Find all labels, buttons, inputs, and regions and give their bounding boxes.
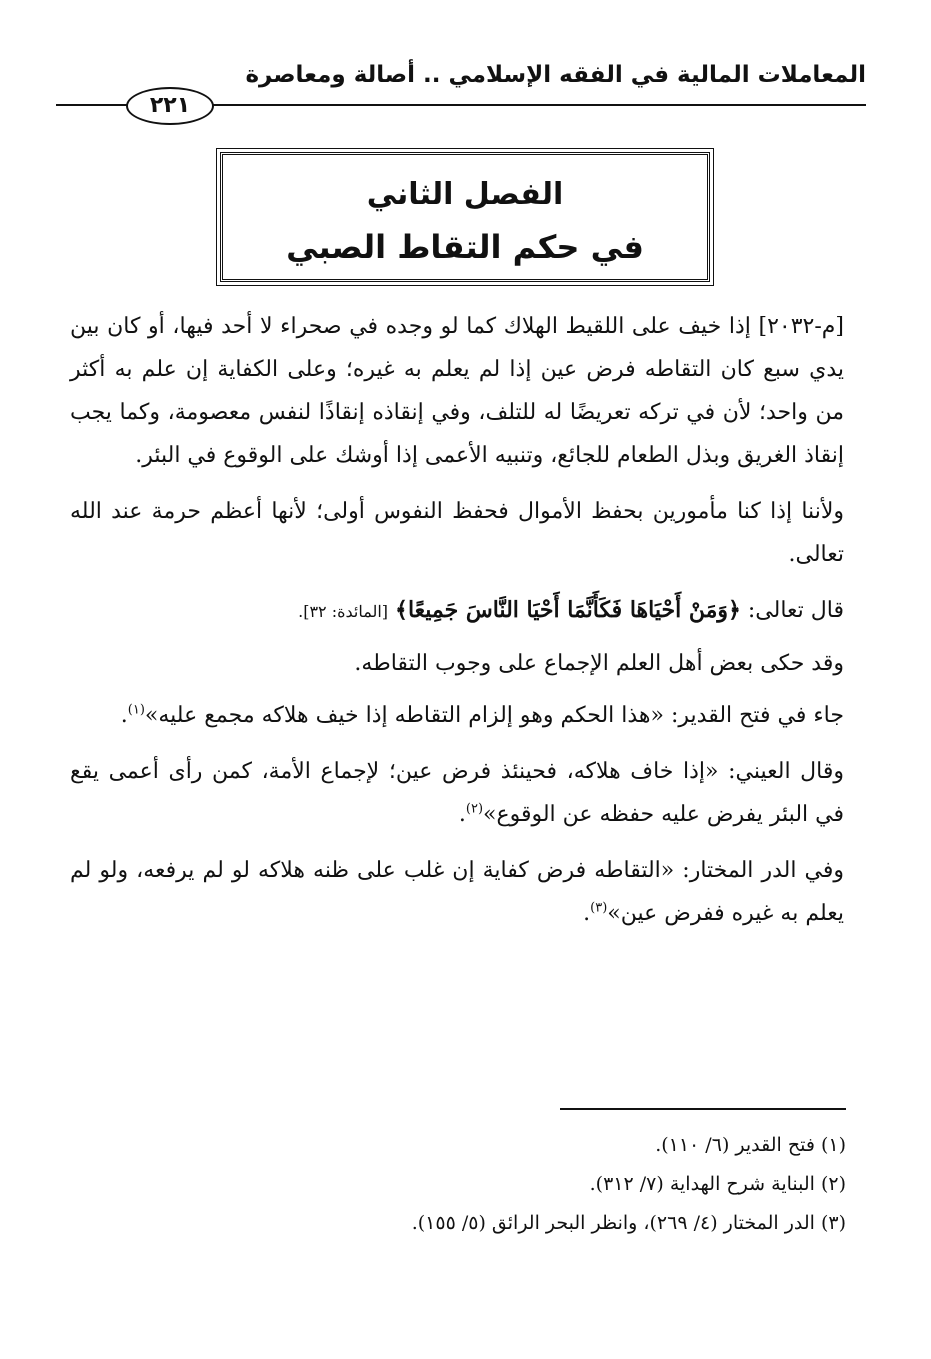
running-title: المعاملات المالية في الفقه الإسلامي .. أصالة ومعاصرة (245, 62, 866, 88)
paragraph-4: وقد حكى بعض أهل العلم الإجماع على وجوب التقاطه. (354, 651, 844, 676)
footnote-number: (١) (820, 1134, 846, 1156)
footnote-2 (70, 1165, 846, 1204)
chapter-subtitle: في حكم التقاط الصبي (286, 228, 644, 266)
footnote-text: فتح القدير (٦/ ١١٠). (655, 1134, 815, 1156)
footnote-text: الدر المختار (٤/ ٢٦٩)، وانظر البحر الرائق (٥/ ١٥٥). (411, 1212, 815, 1234)
footnote-number: (٢) (820, 1173, 846, 1195)
footnote-ref-1[interactable]: (١) (127, 702, 145, 718)
footnote-separator (560, 1108, 846, 1110)
paragraph-5 (70, 694, 844, 737)
page-header (56, 58, 866, 118)
paragraph-1: [م-٢٠٣٢] إذا خيف على اللقيط الهلاك كما لو وجده في صحراء لا أحد فيها، أو كان بين يدي سبع كان التقاطه فرض عين إذا لم يعلم به غيره؛ وعلى الكفاية إن علم به أكثر من واحد؛ لأن في تركه تعريضًا له للتلف، وفي إنقاذه إنقاذًا لنفس معصومة، وكما يجب إنقاذ الغريق وبذل الطعام للجائع، وتنبيه الأعمى إذا أوشك على الوقوع في البئر. (70, 314, 844, 468)
period: . (583, 901, 591, 926)
footnote-ref-3[interactable]: (٣) (590, 900, 608, 916)
footnote-3 (70, 1204, 846, 1243)
paragraph-3 (70, 589, 844, 633)
footnote-text: البناية شرح الهداية (٧/ ٣١٢). (589, 1173, 815, 1195)
chapter-title-box (220, 152, 710, 282)
chapter-title: الفصل الثاني (366, 177, 564, 212)
period: . (120, 703, 128, 728)
paragraph-2: ولأننا إذا كنا مأمورين بحفظ الأموال فحفظ النفوس أولى؛ لأنها أعظم حرمة عند الله تعالى. (70, 499, 844, 567)
footnote-ref-2[interactable]: (٢) (465, 801, 484, 817)
period: . (458, 802, 466, 827)
paragraph-6 (70, 750, 844, 836)
surah-reference: [المائدة: ٣٢]. (298, 602, 389, 621)
footnotes (70, 1126, 846, 1243)
paragraph-7 (70, 849, 844, 935)
quote-al-ayni: وقال العيني: «إذا خاف هلاكه، فحينئذ فرض عين؛ لإجماع الأمة، كمن رأى أعمى يقع في البئر يفرض عليه حفظه عن الوقوع» (70, 759, 844, 827)
footnote-number: (٣) (820, 1212, 846, 1234)
quote-ad-durr-al-mukhtar: وفي الدر المختار: «التقاطه فرض كفاية إن غلب على ظنه هلاكه لو لم يرفعه، ولو لم يعلم به غيره ففرض عين» (70, 858, 844, 926)
quran-verse: ﴿وَمَنْ أَحْيَاهَا فَكَأَنَّمَا أَحْيَا النَّاسَ جَمِيعًا﴾ (395, 597, 741, 623)
quran-intro: قال تعالى: (740, 598, 844, 623)
quote-fath-al-qadir: جاء في فتح القدير: «هذا الحكم وهو إلزام التقاطه إذا خيف هلاكه مجمع عليه» (144, 703, 844, 728)
footnote-1 (70, 1126, 846, 1165)
body-text (70, 305, 844, 948)
page-number: ٢٢١ (126, 87, 214, 125)
